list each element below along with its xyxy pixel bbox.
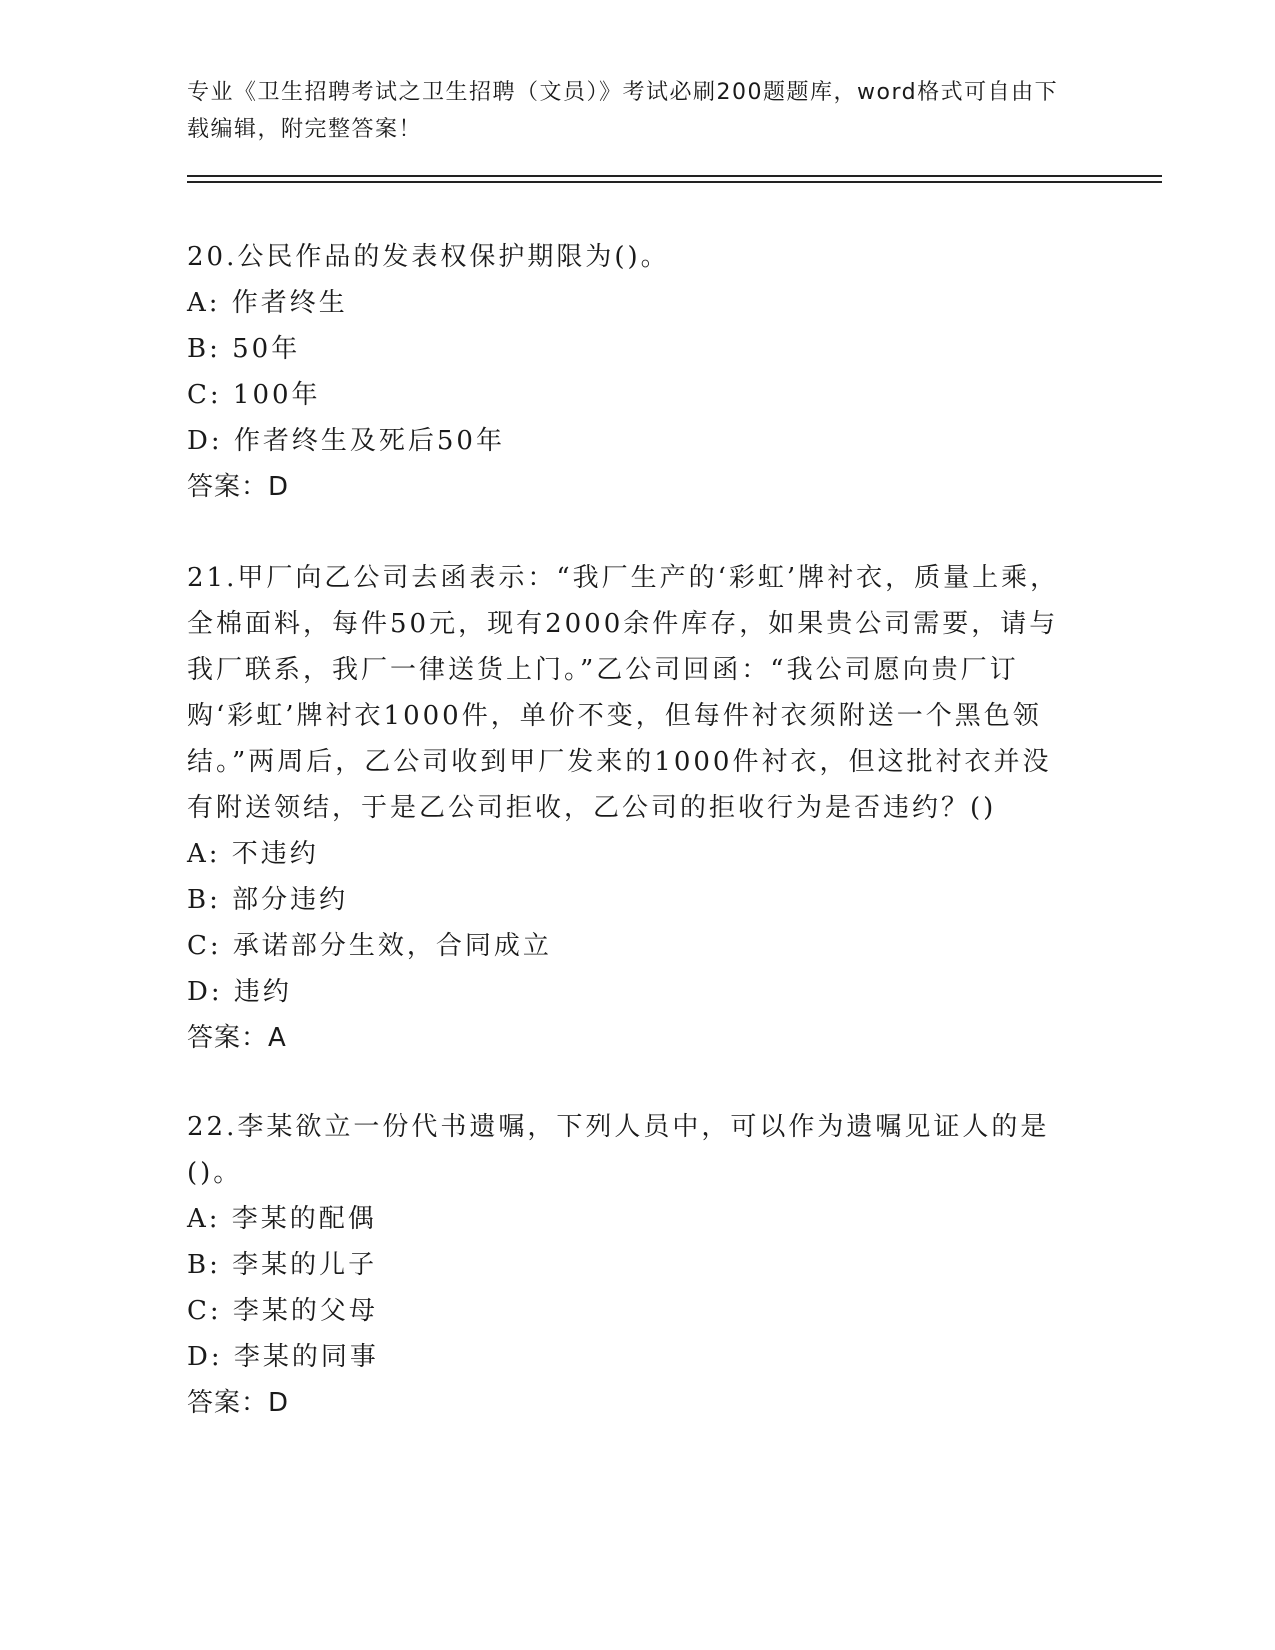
option-a: A: 李某的配偶	[187, 1204, 377, 1234]
option-a: A: 不违约	[187, 839, 319, 869]
option-c: C: 承诺部分生效，合同成立	[187, 931, 552, 961]
question-21	[187, 555, 1077, 1061]
question-22	[187, 1104, 1077, 1426]
document-header: 专业《卫生招聘考试之卫生招聘（文员）》考试必刷200题题库，word格式可自由下载编辑，附完整答案！	[187, 80, 1059, 142]
question-stem: 21.甲厂向乙公司去函表示：“我厂生产的‘彩虹’牌衬衣，质量上乘，全棉面料，每件50元，现有2000余件库存，如果贵公司需要，请与我厂联系，我厂一律送货上门。”乙公司回函：“我公司愿向贵厂订购‘彩虹’牌衬衣1000件，单价不变，但每件衬衣须附送一个黑色领结。”两周后，乙公司收到甲厂发来的1000件衬衣，但这批衬衣并没有附送领结，于是乙公司拒收，乙公司的拒收行为是否违约？()	[187, 563, 1060, 823]
option-d: D: 作者终生及死后50年	[187, 426, 505, 456]
header-divider-bottom	[187, 181, 1162, 183]
answer-line: 答案：A	[187, 1023, 287, 1053]
question-stem: 20.公民作品的发表权保护期限为()。	[187, 242, 670, 272]
question-20	[187, 234, 1077, 510]
answer-line: 答案：D	[187, 1388, 290, 1418]
answer-line: 答案：D	[187, 472, 290, 502]
option-b: B: 李某的儿子	[187, 1250, 378, 1280]
header-divider-top	[187, 175, 1162, 177]
option-b: B: 50年	[187, 334, 301, 364]
option-d: D: 李某的同事	[187, 1342, 379, 1372]
option-c: C: 100年	[187, 380, 321, 410]
option-b: B: 部分违约	[187, 885, 349, 915]
option-d: D: 违约	[187, 977, 292, 1007]
option-a: A: 作者终生	[187, 288, 348, 318]
question-stem: 22.李某欲立一份代书遗嘱，下列人员中，可以作为遗嘱见证人的是()。	[187, 1112, 1050, 1188]
option-c: C: 李某的父母	[187, 1296, 378, 1326]
